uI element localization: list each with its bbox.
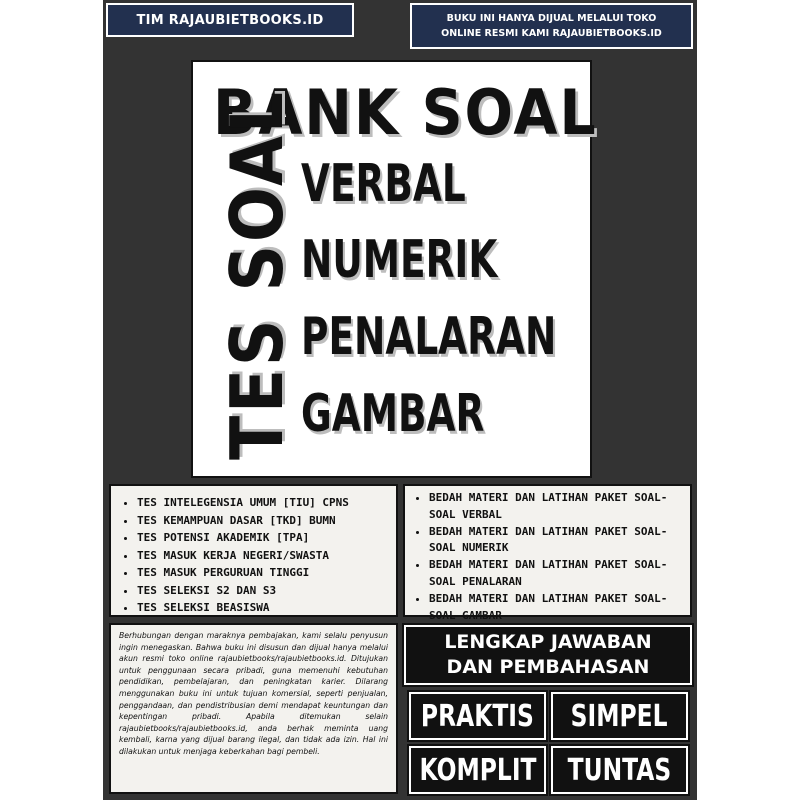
list-item: • BEDAH MATERI DAN LATIHAN PAKET SOAL-SOAL PENALARAN — [429, 557, 684, 591]
official-store-notice-tag — [410, 3, 693, 49]
list-item: • TES KEMAMPUAN DASAR [TKD] BUMN — [137, 512, 390, 530]
badge-praktis — [409, 692, 546, 740]
badge-tuntas — [551, 746, 688, 794]
list-item: • TES INTELEGENSIA UMUM [TIU] CPNS — [137, 494, 390, 512]
complete-answers-line2: DAN PEMBAHASAN — [446, 656, 650, 678]
subject-numerik: NUMERIK — [301, 230, 498, 290]
contents-list — [403, 484, 692, 622]
subject-verbal: VERBAL — [301, 154, 466, 214]
anti-piracy-notice: Berhubungan dengan maraknya pembajakan, kami selalu penyusun ingin menegaskan. Bahwa buku ini disusun dan dijual hanya melalui akun resmi toko online rajaubietbooks/rajaubietbooks.id. Ditujukan untuk penggunaan secara pribadi, guna memenuhi kebutuhan pendidikan, pembelajaran, dan peningkatan karier. Dilarang menggunakan buku ini untuk tujuan komersial, seperti penjualan, penggandaan, dan pendistribusian demi mendapat keuntungan dan kepentingan pribadi. Apabila ditemukan selain rajaubietbooks/rajaubietbooks.id, anda berhak meminta uang kembali, karna yang dijual barang ilegal, dan tidak ada izin. Hal ini dilakukan untuk menjaga keberkahan bagi pembeli. — [109, 623, 398, 794]
list-item: • BEDAH MATERI DAN LATIHAN PAKET SOAL-SOAL GAMBAR — [429, 591, 684, 625]
list-item: • BEDAH MATERI DAN LATIHAN PAKET SOAL-SOAL VERBAL — [429, 490, 684, 524]
subject-gambar: GAMBAR — [301, 384, 485, 444]
badge-komplit-label: KOMPLIT — [419, 752, 536, 788]
list-item: • TES MASUK PERGURUAN TINGGI — [137, 564, 390, 582]
badge-tuntas-label: TUNTAS — [567, 752, 672, 788]
main-title: BANK SOAL — [213, 76, 598, 149]
badge-simpel-label: SIMPEL — [571, 698, 668, 734]
badge-praktis-label: PRAKTIS — [421, 698, 534, 734]
list-item: • TES MASUK KERJA NEGERI/SWASTA — [137, 547, 390, 565]
complete-answers-badge — [404, 625, 692, 685]
complete-answers-line1: LENGKAP JAWABAN — [444, 631, 652, 653]
official-store-line1: BUKU INI HANYA DIJUAL MELALUI TOKO — [446, 13, 657, 24]
vertical-title: TES SOAL — [215, 89, 299, 461]
list-item: • TES SELEKSI S2 DAN S3 — [137, 582, 390, 600]
list-item: • BEDAH MATERI DAN LATIHAN PAKET SOAL-SOAL NUMERIK — [429, 524, 684, 558]
official-store-line2: ONLINE RESMI KAMI RAJAUBIETBOOKS.ID — [441, 28, 662, 39]
subject-penalaran: PENALARAN — [301, 307, 557, 367]
list-item: • TES SELEKSI BEASISWA — [137, 599, 390, 617]
test-types-list — [109, 484, 398, 617]
badge-komplit — [409, 746, 546, 794]
list-item: • TES POTENSI AKADEMIK [TPA] — [137, 529, 390, 547]
badge-simpel — [551, 692, 688, 740]
publisher-tag — [106, 3, 354, 37]
publisher-tag-text: TIM RAJAUBIETBOOKS.ID — [136, 12, 324, 28]
title-box — [191, 60, 598, 478]
